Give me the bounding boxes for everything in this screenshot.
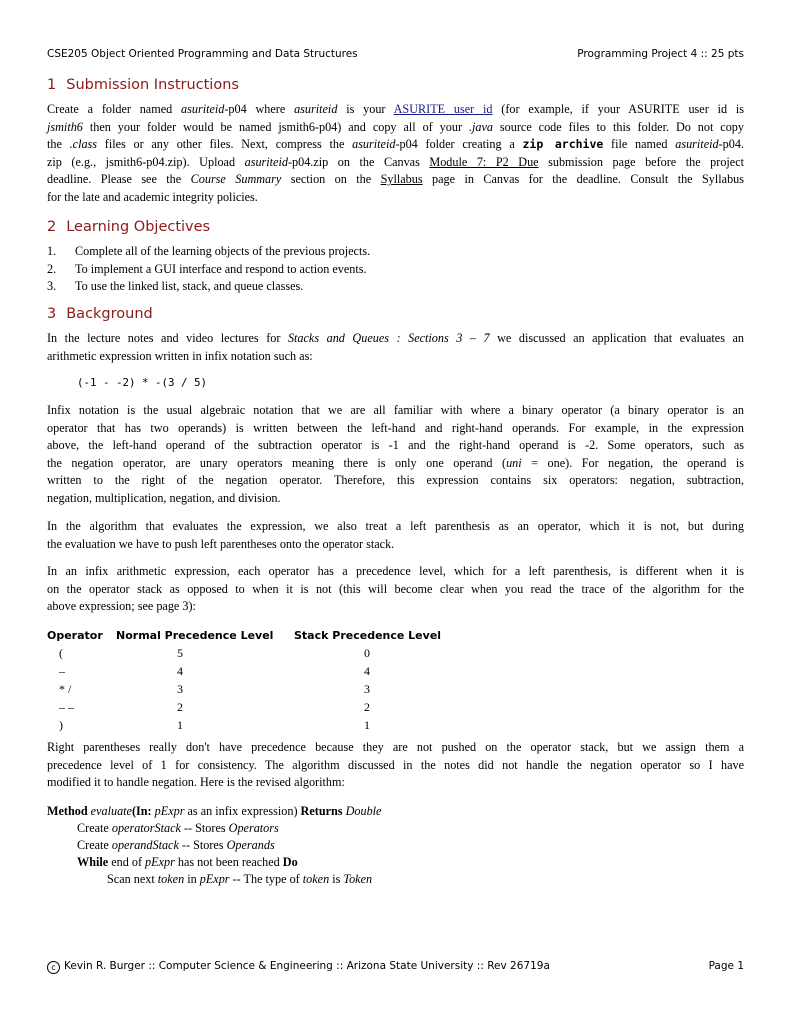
page-footer — [47, 960, 744, 974]
syllabus-link[interactable]: Syllabus — [380, 172, 423, 187]
section-heading-submission: 1 Submission Instructions — [47, 77, 239, 93]
submission-paragraph: Create a folder named asuriteid-p04 where asuriteid is your ASURITE user id (for example, if your ASURITE user id is jsmith6 then your folder would be named jsmith6-p04) and copy all of your .java source code files to this folder. Do not copy the .class files or any other files. Next, compress the asuriteid-p04 folder creating a zip archive file named asuriteid-p04. zip (e.g., jsmith6-p04.zip). Upload asuriteid-p04.zip on the Canvas Module 7: P2 Due submission page before the project deadline. Please see the Course Summary section on the Syllabus page in Canvas for the deadline. Consult the Syllabus for the late and academic integrity policies. — [47, 102, 745, 204]
page-number: Page 1 — [708, 960, 744, 972]
header-project: Programming Project 4 :: 25 pts — [577, 48, 744, 60]
column-header: Operator — [47, 628, 103, 642]
background-right-paren-paragraph: Right parentheses really don't have precedence because they are not pushed on the operator stack, but we assign them a precedence level of 1 for consistency. The algorithm discussed in the notes did not handle the negation operator so I have modified it to handle negation. Here is the revised algorithm: — [47, 740, 744, 790]
asurite-user-id-link[interactable]: ASURITE user id — [393, 102, 493, 116]
background-paren-paragraph: In the algorithm that evaluates the expression, we also treat a left parenthesis as an operator, which it is not, but during the evaluation we have to push left parentheses onto the operator stack. — [47, 519, 744, 551]
algorithm-line: Method evaluate(In: pExpr as an infix expression) Returns Double — [47, 804, 382, 818]
section-heading-background: 3 Background — [47, 306, 153, 322]
table-row: – – 2 2 — [59, 699, 370, 714]
column-header: Normal Precedence Level — [116, 628, 274, 642]
footer-author: c Kevin R. Burger :: Computer Science & Engineering :: Arizona State University :: Rev 26719a — [47, 960, 550, 974]
algorithm-line: Scan next token in pExpr -- The type of token is Token — [107, 872, 373, 886]
table-header-row — [47, 626, 444, 644]
list-item: 2. To implement a GUI interface and respond to action events. — [47, 261, 367, 276]
algorithm-line: While end of pExpr has not been reached Do — [77, 855, 298, 869]
module-7-link[interactable]: Module 7: P2 Due — [429, 154, 539, 169]
list-item: 1. Complete all of the learning objects of the previous projects. — [47, 244, 371, 258]
column-header: Stack Precedence Level — [294, 628, 442, 642]
algorithm-pseudocode — [47, 803, 381, 888]
precedence-table — [47, 626, 444, 734]
header-course: CSE205 Object Oriented Programming and Data Structures — [47, 48, 358, 60]
background-intro: In the lecture notes and video lectures for Stacks and Queues : Sections 3 – 7 we discussed an application that evaluates an arithmetic expression written in infix notation such as: — [47, 331, 744, 363]
copyright-icon: c — [47, 961, 60, 974]
table-row: – 4 4 — [59, 663, 370, 678]
table-row: ) 1 1 — [59, 717, 370, 732]
objectives-list — [47, 243, 370, 296]
table-row: ( 5 0 — [59, 645, 370, 660]
example-expression: (-1 - -2) * -(3 / 5) — [77, 376, 208, 389]
list-item: 3. To use the linked list, stack, and queue classes. — [47, 279, 304, 294]
section-heading-objectives: 2 Learning Objectives — [47, 219, 211, 235]
algorithm-line: Create operandStack -- Stores Operands — [77, 838, 275, 852]
background-precedence-paragraph: In an infix arithmetic expression, each operator has a precedence level, which for a left parenthesis, is different when it is on the operator stack as opposed to when it is not (this will become clear when you read the trace of the algorithm for the above expression; see page 3): — [47, 564, 744, 614]
page-header — [47, 48, 744, 60]
background-infix-paragraph: Infix notation is the usual algebraic notation that we are all familiar with where a binary operator (a binary operator is an operator that has two operands) is written between the left-hand and right-hand operands. For example, in the expression above, the left-hand operand of the subtraction operator is -1 and the right-hand operand is -2. Some operators, such as the negation operator, are unary operators meaning there is only one operand (uni = one). For negation, the operand is written to the right of the negation operator. Therefore, this expression contains six operators: negation, subtraction, negation, multiplication, negation, and division. — [47, 403, 744, 505]
algorithm-line: Create operatorStack -- Stores Operators — [77, 821, 279, 835]
table-row: * / 3 3 — [59, 681, 370, 696]
